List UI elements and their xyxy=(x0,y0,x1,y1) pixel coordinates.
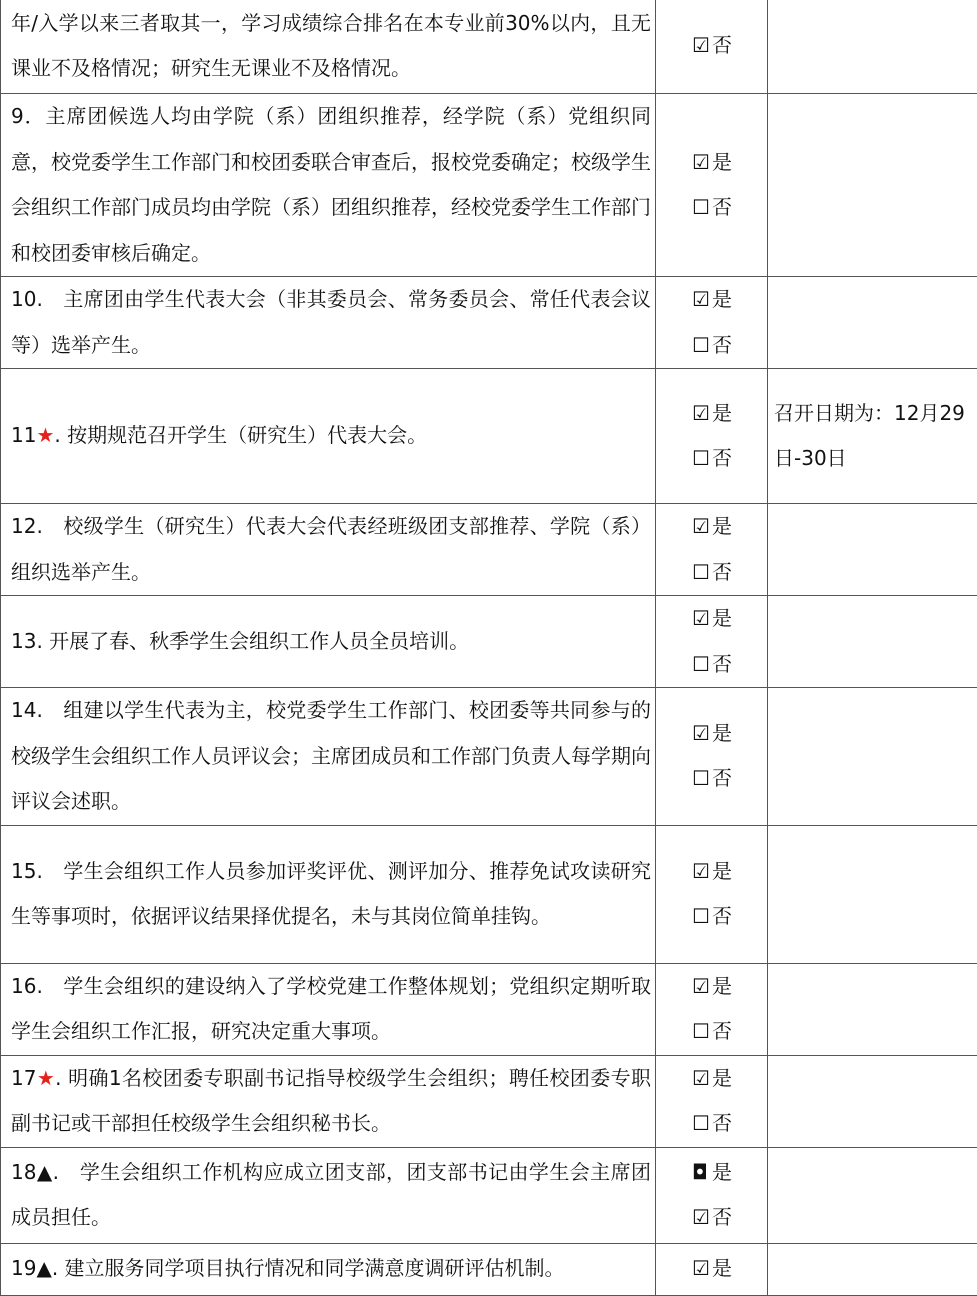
note-cell xyxy=(768,963,977,1055)
option-label: 否 xyxy=(712,1019,732,1043)
star-icon: ★ xyxy=(36,1066,55,1090)
answer-cell xyxy=(656,1055,768,1147)
empty-box-icon[interactable] xyxy=(692,436,712,482)
checked-box-icon[interactable] xyxy=(692,1056,712,1102)
requirement-text xyxy=(11,504,651,595)
answer-cell xyxy=(656,1243,768,1295)
checked-box-icon[interactable] xyxy=(692,504,712,550)
item-body: . 校级学生（研究生）代表大会代表经班级团支部推荐、学院（系）组织选举产生。 xyxy=(11,514,651,584)
answer-cell xyxy=(656,0,768,94)
option-no[interactable] xyxy=(692,23,767,69)
star-icon: ★ xyxy=(36,423,54,447)
table-row xyxy=(1,369,977,504)
option-label: 否 xyxy=(712,195,732,219)
requirement-cell xyxy=(1,825,656,963)
requirement-text xyxy=(11,1,651,92)
option-yes[interactable] xyxy=(692,277,767,323)
note-cell xyxy=(768,1055,977,1147)
option-yes[interactable] xyxy=(692,1150,767,1196)
requirement-cell xyxy=(1,688,656,826)
item-number: 14 xyxy=(11,698,36,722)
requirement-text xyxy=(11,1150,651,1241)
answer-cell xyxy=(656,963,768,1055)
checked-box-icon[interactable] xyxy=(692,964,712,1010)
table-row xyxy=(1,504,977,596)
requirement-text xyxy=(11,413,651,459)
requirement-cell xyxy=(1,277,656,369)
item-body: . 学生会组织工作人员参加评奖评优、测评加分、推荐免试攻读研究生等事项时，依据评议结果择优提名，未与其岗位简单挂钩。 xyxy=(11,859,651,929)
option-label: 是 xyxy=(712,974,732,998)
answer-cell xyxy=(656,825,768,963)
note-text: 召开日期为：12月29日-30日 xyxy=(774,401,965,471)
note-cell xyxy=(768,825,977,963)
item-number: 17 xyxy=(11,1066,36,1090)
item-body: . 学生会组织工作机构应成立团支部，团支部书记由学生会主席团成员担任。 xyxy=(11,1160,651,1230)
requirement-text xyxy=(11,1056,651,1147)
note-cell xyxy=(768,1243,977,1295)
item-body: 年/入学以来三者取其一，学习成绩综合排名在本专业前30%以内，且无课业不及格情况；研究生无课业不及格情况。 xyxy=(11,11,651,81)
requirement-cell xyxy=(1,369,656,504)
checked-box-icon[interactable] xyxy=(692,23,712,69)
option-no[interactable] xyxy=(692,1195,767,1241)
empty-box-icon[interactable] xyxy=(692,1009,712,1055)
option-label: 是 xyxy=(712,514,732,538)
option-label: 是 xyxy=(712,859,732,883)
item-body: . 明确1名校团委专职副书记指导校级学生会组织；聘任校团委专职副书记或干部担任校级学生会组织秘书长。 xyxy=(11,1066,651,1136)
table-row xyxy=(1,1147,977,1243)
item-number: 15 xyxy=(11,859,36,883)
option-label: 否 xyxy=(712,333,732,357)
option-no[interactable] xyxy=(692,756,767,802)
empty-box-icon[interactable] xyxy=(692,185,712,231)
radio-icon[interactable] xyxy=(692,1150,712,1196)
item-body: . 学生会组织的建设纳入了学校党建工作整体规划；党组织定期听取学生会组织工作汇报，研究决定重大事项。 xyxy=(11,974,651,1044)
table-row xyxy=(1,963,977,1055)
table-body xyxy=(1,0,977,1295)
option-label: 是 xyxy=(712,287,732,311)
requirement-text xyxy=(11,94,651,276)
option-label: 是 xyxy=(712,606,732,630)
answer-cell xyxy=(656,1147,768,1243)
note-cell xyxy=(768,277,977,369)
table-row xyxy=(1,1055,977,1147)
checked-box-icon[interactable] xyxy=(692,277,712,323)
option-label: 否 xyxy=(712,560,732,584)
requirement-cell xyxy=(1,963,656,1055)
option-no[interactable] xyxy=(692,1009,767,1055)
item-number: 19 xyxy=(11,1256,36,1280)
table-row xyxy=(1,688,977,826)
table-row xyxy=(1,1243,977,1295)
requirement-cell xyxy=(1,1055,656,1147)
empty-box-icon[interactable] xyxy=(692,550,712,596)
table-row xyxy=(1,596,977,688)
answer-cell xyxy=(656,504,768,596)
table-row xyxy=(1,94,977,277)
empty-box-icon[interactable] xyxy=(692,323,712,369)
option-label: 是 xyxy=(712,401,732,425)
option-yes[interactable] xyxy=(692,1056,767,1102)
item-body: ．主席团候选人均由学院（系）团组织推荐，经学院（系）党组织同意，校党委学生工作部门和校团委联合审查后，报校党委确定；校级学生会组织工作部门成员均由学院（系）团组织推荐，经校党委学生工作部门和校团委审核后确定。 xyxy=(11,104,651,265)
option-label: 是 xyxy=(712,721,732,745)
option-no[interactable] xyxy=(692,894,767,940)
option-label: 否 xyxy=(712,1205,732,1229)
answer-cell xyxy=(656,596,768,688)
requirement-text xyxy=(11,277,651,368)
option-yes[interactable] xyxy=(692,596,767,642)
option-label: 否 xyxy=(712,1111,732,1135)
answer-cell xyxy=(656,94,768,277)
option-label: 否 xyxy=(712,904,732,928)
empty-box-icon[interactable] xyxy=(692,894,712,940)
item-number: 12 xyxy=(11,514,36,538)
triangle-icon: ▲ xyxy=(36,1256,51,1280)
checked-box-icon[interactable] xyxy=(692,391,712,437)
option-label: 否 xyxy=(712,446,732,470)
item-body: . 主席团由学生代表大会（非其委员会、常务委员会、常任代表会议等）选举产生。 xyxy=(11,287,651,357)
note-cell xyxy=(768,1147,977,1243)
requirement-text xyxy=(11,849,651,940)
table-row xyxy=(1,0,977,94)
note-cell xyxy=(768,688,977,826)
option-no[interactable] xyxy=(692,1101,767,1147)
option-no[interactable] xyxy=(692,185,767,231)
option-yes[interactable] xyxy=(692,964,767,1010)
note-cell xyxy=(768,596,977,688)
option-yes[interactable] xyxy=(692,849,767,895)
requirement-cell xyxy=(1,1147,656,1243)
answer-cell xyxy=(656,688,768,826)
answer-cell xyxy=(656,277,768,369)
option-yes[interactable] xyxy=(692,711,767,757)
item-number: 13 xyxy=(11,629,36,653)
option-no[interactable] xyxy=(692,642,767,688)
requirement-cell xyxy=(1,1243,656,1295)
option-label: 是 xyxy=(712,1160,732,1184)
note-cell xyxy=(768,0,977,94)
requirement-cell xyxy=(1,0,656,94)
item-body: . 建立服务同学项目执行情况和同学满意度调研评估机制。 xyxy=(52,1256,565,1280)
option-yes[interactable] xyxy=(692,140,767,186)
option-label: 是 xyxy=(712,1066,732,1090)
note-cell xyxy=(768,369,977,504)
option-label: 否 xyxy=(712,33,732,57)
table-row xyxy=(1,277,977,369)
note-cell xyxy=(768,504,977,596)
option-label: 否 xyxy=(712,652,732,676)
option-label: 否 xyxy=(712,766,732,790)
triangle-icon: ▲ xyxy=(36,1160,52,1184)
requirement-text xyxy=(11,964,651,1055)
option-no[interactable] xyxy=(692,436,767,482)
checked-box-icon[interactable] xyxy=(692,711,712,757)
item-number: 9 xyxy=(11,104,24,128)
item-number: 18 xyxy=(11,1160,36,1184)
requirement-text xyxy=(11,688,651,825)
checked-box-icon[interactable] xyxy=(692,140,712,186)
requirement-text xyxy=(11,619,651,665)
item-number: 10 xyxy=(11,287,36,311)
table-row xyxy=(1,825,977,963)
option-label: 是 xyxy=(712,1256,732,1280)
empty-box-icon[interactable] xyxy=(692,756,712,802)
requirement-cell xyxy=(1,94,656,277)
checked-box-icon[interactable] xyxy=(692,1195,712,1241)
empty-box-icon[interactable] xyxy=(692,1101,712,1147)
option-label: 是 xyxy=(712,150,732,174)
option-yes[interactable] xyxy=(692,504,767,550)
option-no[interactable] xyxy=(692,550,767,596)
note-cell xyxy=(768,94,977,277)
checked-box-icon[interactable] xyxy=(692,596,712,642)
item-body: . 组建以学生代表为主，校党委学生工作部门、校团委等共同参与的校级学生会组织工作人员评议会；主席团成员和工作部门负责人每学期向评议会述职。 xyxy=(11,698,651,813)
requirement-cell xyxy=(1,504,656,596)
answer-cell xyxy=(656,369,768,504)
option-no[interactable] xyxy=(692,323,767,369)
option-yes[interactable] xyxy=(692,391,767,437)
item-body: . 开展了春、秋季学生会组织工作人员全员培训。 xyxy=(36,629,469,653)
empty-box-icon[interactable] xyxy=(692,642,712,688)
item-body: . 按期规范召开学生（研究生）代表大会。 xyxy=(54,423,427,447)
requirement-cell xyxy=(1,596,656,688)
item-number: 11 xyxy=(11,423,36,447)
checked-box-icon[interactable] xyxy=(692,849,712,895)
item-number: 16 xyxy=(11,974,36,998)
